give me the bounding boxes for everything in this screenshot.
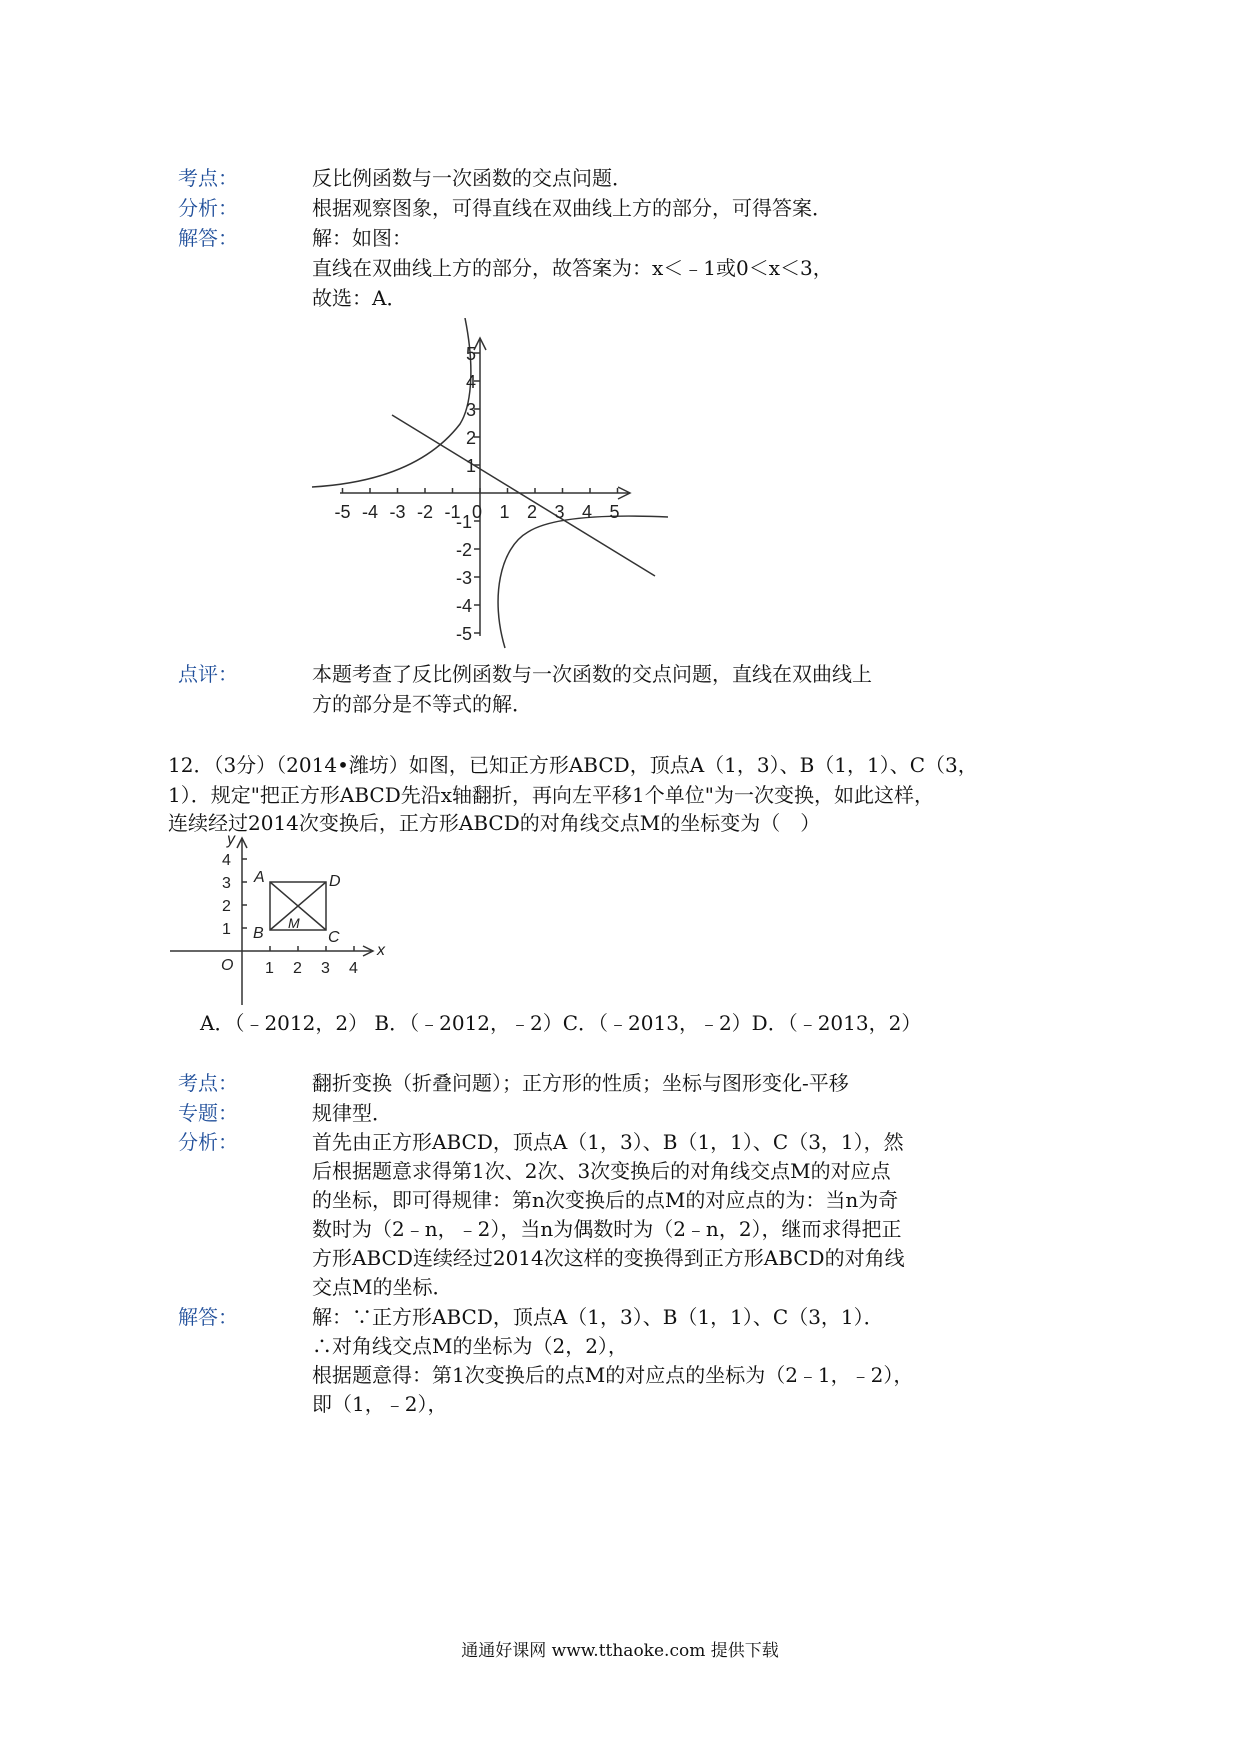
q12-origin-label: O	[221, 957, 234, 974]
q12-fenxi-line-3: 的坐标，即可得规律：第n次变换后的点M的对应点的为：当n为奇	[312, 1188, 899, 1212]
q11-y-tick-label: -1	[456, 512, 473, 532]
q12-y-tick-label: 3	[222, 875, 231, 892]
q12-square-figure	[165, 830, 405, 1010]
q12-y-tick-label: 4	[222, 852, 231, 869]
q11-y-tick-label: -3	[456, 568, 473, 588]
q11-dianping-line-1: 本题考查了反比例函数与一次函数的交点问题，直线在双曲线上	[312, 662, 872, 686]
q12-x-tick-label: 2	[293, 960, 302, 977]
q12-fenxi-line-1: 首先由正方形ABCD，顶点A（1，3）、B（1，1）、C（3，1），然	[312, 1130, 904, 1154]
q12-y-tick-label: 1	[222, 921, 231, 938]
q12-stem-line-3: 连续经过2014次变换后，正方形ABCD的对角线交点M的坐标变为（ ）	[168, 811, 821, 835]
q11-x-tick-label: -4	[362, 502, 379, 522]
label-jieda: 解答：	[178, 226, 238, 250]
q12-jieda-line-1: 解：∵正方形ABCD，顶点A（1，3）、B（1，1）、C（3，1）．	[312, 1305, 884, 1329]
q11-dianping-line-2: 方的部分是不等式的解．	[312, 692, 532, 716]
q12-point-c: C	[328, 929, 340, 946]
q12-fenxi-line-5: 方形ABCD连续经过2014次这样的变换得到正方形ABCD的对角线	[312, 1246, 905, 1270]
q12-stem-line-1: 12．（3分）（2014•潍坊）如图，已知正方形ABCD，顶点A（1，3）、B（1，1）、C（3，	[168, 753, 978, 777]
q12-axis-y-label: y	[227, 831, 235, 848]
page-footer: 通通好课网 www.tthaoke.com 提供下载	[461, 1641, 779, 1661]
q12-y-tick-label: 2	[222, 898, 231, 915]
label-fenxi: 分析：	[178, 196, 238, 220]
q11-y-tick-label: 2	[466, 428, 477, 448]
q12-zhuanti-text: 规律型．	[312, 1101, 392, 1125]
q11-function-graph	[300, 318, 680, 653]
q11-x-tick-label: 0	[472, 502, 483, 522]
q11-y-tick-label: 1	[466, 456, 477, 476]
q12-point-b: B	[253, 925, 264, 942]
q11-x-tick-label: -1	[444, 502, 461, 522]
q11-hyperbola-left	[312, 318, 471, 487]
q11-y-tick-label: 3	[466, 400, 477, 420]
q12-x-tick-label: 3	[321, 960, 330, 977]
label-jieda-q12: 解答：	[178, 1305, 238, 1329]
q11-y-tick-label: 4	[466, 372, 477, 392]
q11-x-tick-label: 2	[527, 502, 538, 522]
q12-options: A．（﹣2012，2） B．（﹣2012，﹣2）C．（﹣2013，﹣2）D．（﹣2013，2）	[200, 1011, 922, 1035]
q11-jieda-line-1: 解：如图：	[312, 226, 412, 250]
q12-kaodian-text: 翻折变换（折叠问题）；正方形的性质；坐标与图形变化-平移	[312, 1071, 849, 1095]
q11-x-tick-label: -2	[417, 502, 434, 522]
q12-stem-line-2: 1）．规定"把正方形ABCD先沿x轴翻折，再向左平移1个单位"为一次变换，如此这样，	[168, 783, 934, 807]
q11-fenxi-text: 根据观察图象，可得直线在双曲线上方的部分，可得答案．	[312, 196, 832, 220]
q12-x-tick-label: 4	[349, 960, 358, 977]
q12-fenxi-line-6: 交点M的坐标．	[312, 1275, 453, 1299]
label-fenxi-q12: 分析：	[178, 1130, 238, 1154]
q12-x-tick-label: 1	[265, 960, 274, 977]
q12-fenxi-line-4: 数时为（2﹣n，﹣2），当n为偶数时为（2﹣n，2），继而求得把正	[312, 1217, 902, 1241]
q12-jieda-line-4: 即（1，﹣2），	[312, 1392, 448, 1416]
q11-jieda-line-2: 直线在双曲线上方的部分，故答案为：x＜﹣1或0＜x＜3，	[312, 256, 833, 280]
q12-jieda-line-2: ∴对角线交点M的坐标为（2，2），	[312, 1334, 628, 1358]
q11-x-tick-label: 3	[554, 502, 565, 522]
q11-x-tick-label: -5	[334, 502, 351, 522]
q11-x-tick-label: 5	[609, 502, 620, 522]
q11-x-tick-label: -3	[389, 502, 406, 522]
q12-point-m: M	[288, 915, 300, 931]
q11-linear-line	[389, 415, 655, 576]
q12-point-d: D	[329, 873, 341, 890]
q11-x-tick-label: 4	[582, 502, 593, 522]
q12-fenxi-line-2: 后根据题意求得第1次、2次、3次变换后的对角线交点M的对应点	[312, 1159, 891, 1183]
q11-y-tick-label: -2	[456, 540, 473, 560]
q11-y-tick-label: -5	[456, 624, 473, 644]
q11-y-tick-label: 5	[466, 344, 477, 364]
q11-x-tick-label: 1	[499, 502, 510, 522]
q11-jieda-line-3: 故选：A．	[312, 286, 407, 310]
q12-axis-x-label: x	[377, 942, 385, 959]
q11-y-tick-label: -4	[456, 596, 473, 616]
label-kaodian: 考点：	[178, 166, 238, 190]
q12-point-a: A	[254, 869, 265, 886]
label-zhuanti: 专题：	[178, 1101, 238, 1125]
label-dianping: 点评：	[178, 662, 238, 686]
q11-hyperbola-right	[498, 516, 668, 648]
q11-kaodian-text: 反比例函数与一次函数的交点问题．	[312, 166, 632, 190]
label-kaodian-q12: 考点：	[178, 1071, 238, 1095]
q12-jieda-line-3: 根据题意得：第1次变换后的点M的对应点的坐标为（2﹣1，﹣2），	[312, 1363, 914, 1387]
